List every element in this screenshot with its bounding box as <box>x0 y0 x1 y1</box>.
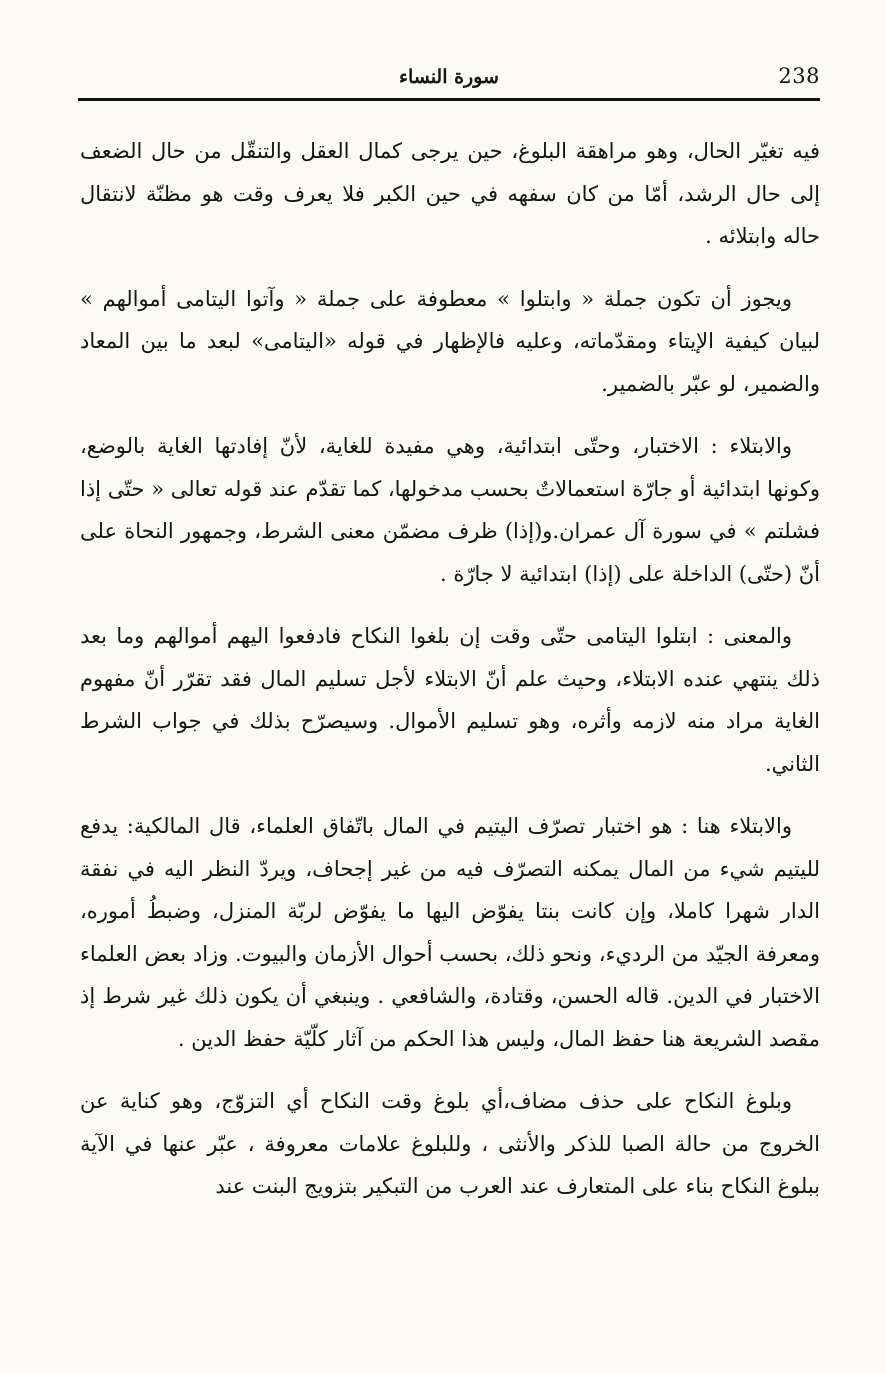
paragraph: فيه تغيّر الحال، وهو مراهقة البلوغ، حين يرجى كمال العقل والتنقّل من حال الضعف إلى حال الرشد، أمّا من كان سفهه في حين الكبر فلا يعرف وقت هو مظنّة لانتقال حاله وابتلائه . <box>80 139 820 248</box>
paragraph: وبلوغ النكاح على حذف مضاف،أي بلوغ وقت النكاح أي التزوّج، وهو كناية عن الخروج من حالة الصبا للذكر والأنثى ، وللبلوغ علامات معروفة ، عبّر عنها في الآية ببلوغ النكاح بناء على المتعارف عند العرب من التبكير بتزويج البنت عند <box>80 1089 820 1198</box>
page-header <box>78 58 820 98</box>
paragraph: ويجوز أن تكون جملة « وابتلوا » معطوفة على جملة « وآتوا اليتامى أموالهم » لبيان كيفية الإيتاء ومقدّماته، وعليه فالإظهار في قوله «اليتامى» لبعد ما بين المعاد والضمير، لو عبّر بالضمير. <box>80 286 820 396</box>
paragraph: والابتلاء : الاختبار، وحتّى ابتدائية، وهي مفيدة للغاية، لأنّ إفادتها الغاية بالوضع، وكونها ابتدائية أو جارّة استعمالاتٌ بحسب مدخولها، كما تقدّم عند قوله تعالى « حتّى إذا فشلتم » في سورة آل عمران.و(إذا) ظرف مضمّن معنى الشرط، وجمهور النحاة على أنّ (حتّى) الداخلة على (إذا) ابتدائية لا جارّة . <box>80 434 820 586</box>
header-rule <box>78 98 820 101</box>
running-title: سورة النساء <box>399 66 499 88</box>
page-body <box>80 130 820 1208</box>
page-number: 238 <box>778 64 820 88</box>
paragraph: والابتلاء هنا : هو اختبار تصرّف اليتيم في المال باتّفاق العلماء، قال المالكية: يدفع لليتيم شيء من المال يمكنه التصرّف فيه من غير إجحاف، ويردّ النظر اليه في نفقة الدار شهرا كاملا، وإن كانت بنتا يفوّض اليها ما يفوّض لربّة المنزل، وضبطُ أموره، ومعرفة الجيّد من الرديء، ونحو ذلك، بحسب أحوال الأزمان والبيوت. وزاد بعض العلماء الاختبار في الدين. قاله الحسن، وقتادة، والشافعي . وينبغي أن يكون ذلك غير شرط إذ مقصد الشريعة هنا حفظ المال، وليس هذا الحكم من آثار كلّيّة حفظ الدين . <box>80 814 820 1051</box>
paragraph: والمعنى : ابتلوا اليتامى حتّى وقت إن بلغوا النكاح فادفعوا اليهم أموالهم وما بعد ذلك ينتهي عنده الابتلاء، وحيث علم أنّ الابتلاء لأجل تسليم المال فقد تقرّر أنّ مفهوم الغاية مراد منه لازمه وأثره، وهو تسليم الأموال. وسيصرّح بذلك في جواب الشرط الثاني. <box>80 624 820 776</box>
